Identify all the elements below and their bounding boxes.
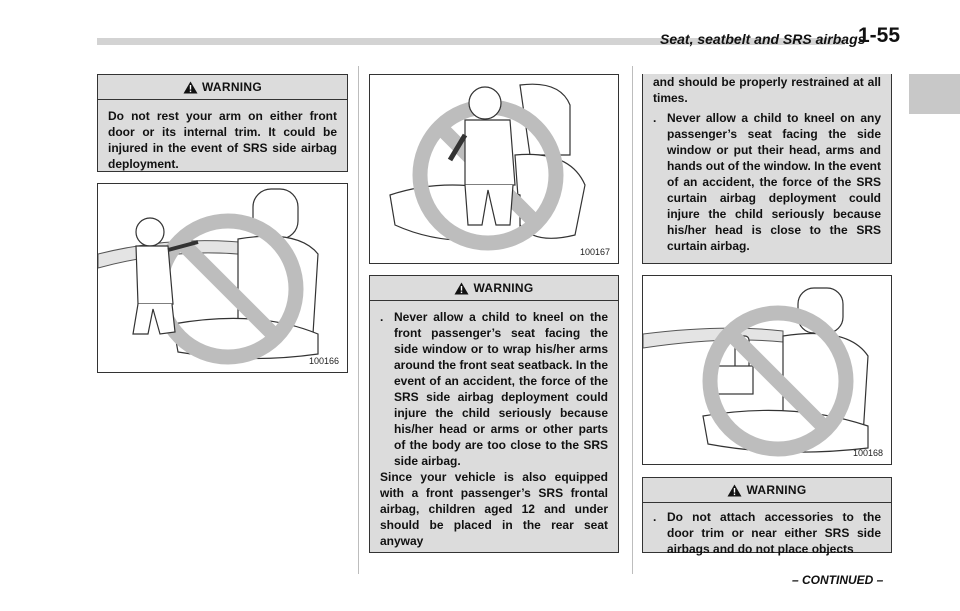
warning-text: Do not attach accessories to the door trim or near either SRS side airbags and do not place objects: [667, 510, 881, 556]
column-divider: [358, 66, 359, 574]
warning-box: [642, 477, 892, 556]
warning-bullet: [380, 309, 608, 469]
prohibited-illustration: [370, 75, 619, 264]
warning-box: [97, 74, 348, 172]
warning-text: Never allow a child to kneel on any passenger’s seat facing the side window or put their head, arms and hands out of the window. In the event of an accident, the force of the SRS curtain airbag deployment could injure the child seriously because his/her head is close to the SRS curtain airbag.: [667, 111, 881, 253]
warning-triangle-icon: [183, 81, 198, 94]
column-divider: [632, 66, 633, 574]
warning-text: Do not rest your arm on either front door or its internal trim. It could be injured in the event of SRS side airbag deployment.: [108, 109, 337, 171]
illustration-child-kneeling-on-seat: [369, 74, 619, 264]
thumb-index-tab: [909, 74, 960, 114]
warning-header: [643, 478, 891, 503]
warning-label: WARNING: [746, 483, 807, 497]
warning-box: [369, 275, 619, 553]
warning-triangle-icon: [727, 484, 742, 497]
page-number: 1-55: [858, 24, 901, 47]
warning-text: Never allow a child to kneel on the front passenger’s seat facing the side window or to wrap his/her arms around the front seat seatback. In the event of an accident, the force of the SRS side airbag deployment could injure the child seriously because his/her head or arms or other parts of the body are too close to the SRS side airbag.: [394, 310, 608, 468]
illustration-accessory-on-door: [642, 275, 892, 465]
warning-label: WARNING: [473, 281, 534, 295]
warning-paragraph: Since your vehicle is also equipped with a front passenger’s SRS frontal airbag, children aged 12 and under should be placed in the rear seat anyway: [380, 470, 608, 548]
warning-triangle-icon: [454, 282, 469, 295]
warning-bullet: [653, 509, 881, 557]
section-title: Seat, seatbelt and SRS airbags: [660, 31, 866, 47]
continued-footer: – CONTINUED –: [792, 573, 884, 587]
figure-code: 100166: [308, 356, 339, 366]
bullet-mark: .: [380, 310, 384, 324]
warning-header: [98, 75, 347, 100]
prohibited-illustration: [98, 184, 348, 373]
warning-header: [370, 276, 618, 301]
warning-box-continued: [642, 74, 892, 264]
prohibited-illustration: [643, 276, 892, 465]
figure-code: 100168: [852, 448, 883, 458]
bullet-mark: .: [653, 111, 657, 125]
warning-bullet: [653, 110, 881, 254]
figure-code: 100167: [579, 247, 610, 257]
warning-text: and should be properly restrained at all times.: [653, 75, 881, 105]
bullet-mark: .: [653, 510, 657, 524]
warning-label: WARNING: [201, 80, 263, 94]
illustration-child-arm-on-door: [97, 183, 348, 373]
